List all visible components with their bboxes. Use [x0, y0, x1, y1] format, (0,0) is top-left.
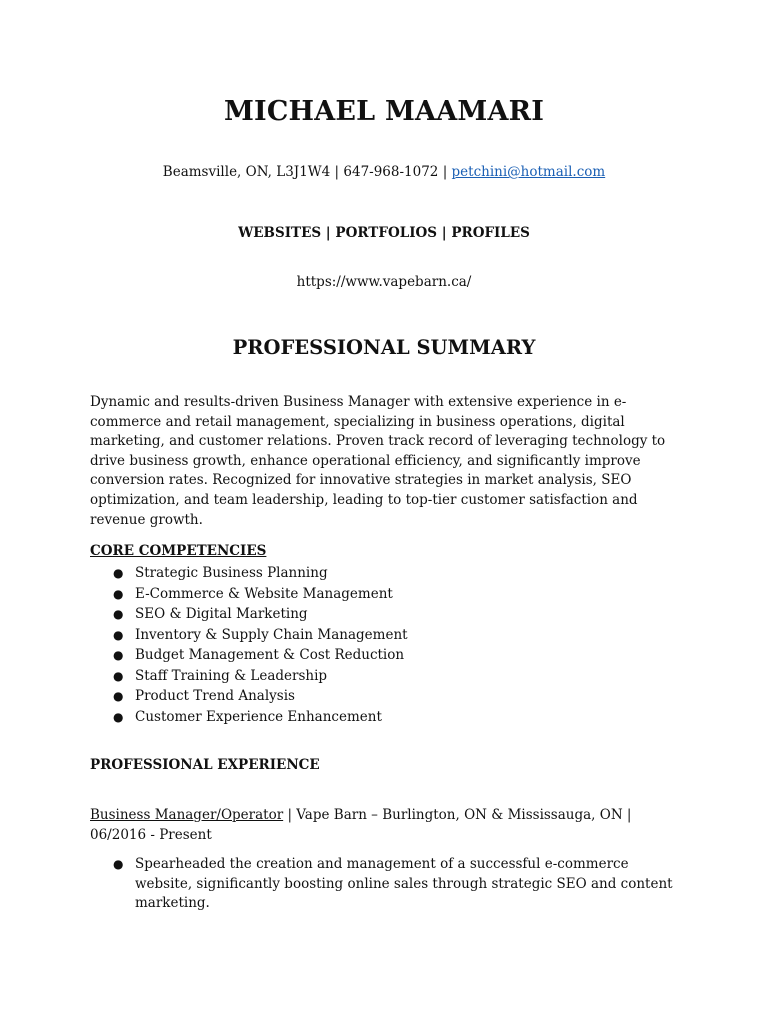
competency-item	[90, 707, 680, 728]
core-competencies-heading: CORE COMPETENCIES	[90, 543, 267, 559]
bullet-icon: ●	[113, 566, 124, 580]
website-url[interactable]: https://www.vapebarn.ca/	[296, 274, 472, 290]
competency-item	[90, 686, 680, 707]
competency-label: Strategic Business Planning	[135, 565, 328, 581]
competency-label: Customer Experience Enhancement	[135, 708, 382, 725]
competency-label: Product Trend Analysis	[135, 688, 295, 704]
bullet-icon: ●	[113, 586, 124, 601]
competency-item	[90, 666, 680, 687]
competency-label: Inventory & Supply Chain Management	[135, 626, 408, 643]
job-details: | Vape Barn – Burlington, ON & Mississauga, ON | 06/2016 - Present	[90, 807, 632, 843]
candidate-name: MICHAEL MAAMARI	[223, 96, 545, 127]
email-link[interactable]: petchini@hotmail.com	[451, 164, 606, 180]
core-competencies-list	[90, 563, 680, 727]
experience-bullets	[90, 855, 680, 914]
competency-item	[90, 563, 680, 584]
competency-label: E-Commerce & Website Management	[135, 585, 393, 602]
experience-bullet-text: Spearheaded the creation and management of a successful e-commerce website, significantly boosting online sales through strategic SEO and content marketing.	[135, 856, 673, 912]
job-title: Business Manager/Operator	[90, 807, 284, 823]
summary-text: Dynamic and results-driven Business Manager with extensive experience in e-commerce and retail management, specializing in business operations, digital marketing, and customer relations. Proven track record of leveraging technology to drive business growth, enhance operational efficiency, and significantly improve conversion rates. Recognized for innovative strategies in market analysis, SEO optimization, and team leadership, leading to top-tier customer satisfaction and revenue growth.	[90, 394, 666, 528]
experience-heading: PROFESSIONAL EXPERIENCE	[90, 757, 320, 773]
competency-item	[90, 625, 680, 646]
competency-label: SEO & Digital Marketing	[135, 606, 308, 622]
competency-item	[90, 604, 680, 625]
job-header	[90, 806, 680, 845]
competency-label: Budget Management & Cost Reduction	[135, 647, 405, 663]
bullet-icon: ●	[113, 689, 124, 703]
experience-bullet	[90, 855, 680, 914]
competency-label: Staff Training & Leadership	[135, 667, 328, 684]
summary-heading: PROFESSIONAL SUMMARY	[232, 336, 536, 359]
contact-details: Beamsville, ON, L3J1W4 | 647-968-1072 |	[162, 164, 452, 180]
competency-item	[90, 645, 680, 666]
bullet-icon: ●	[113, 857, 124, 871]
competency-item	[90, 584, 680, 605]
bullet-icon: ●	[113, 668, 124, 683]
websites-heading: WEBSITES | PORTFOLIOS | PROFILES	[238, 225, 530, 241]
bullet-icon: ●	[113, 627, 124, 642]
bullet-icon: ●	[113, 709, 124, 724]
bullet-icon: ●	[113, 648, 124, 662]
contact-line	[0, 164, 768, 180]
bullet-icon: ●	[113, 607, 124, 621]
